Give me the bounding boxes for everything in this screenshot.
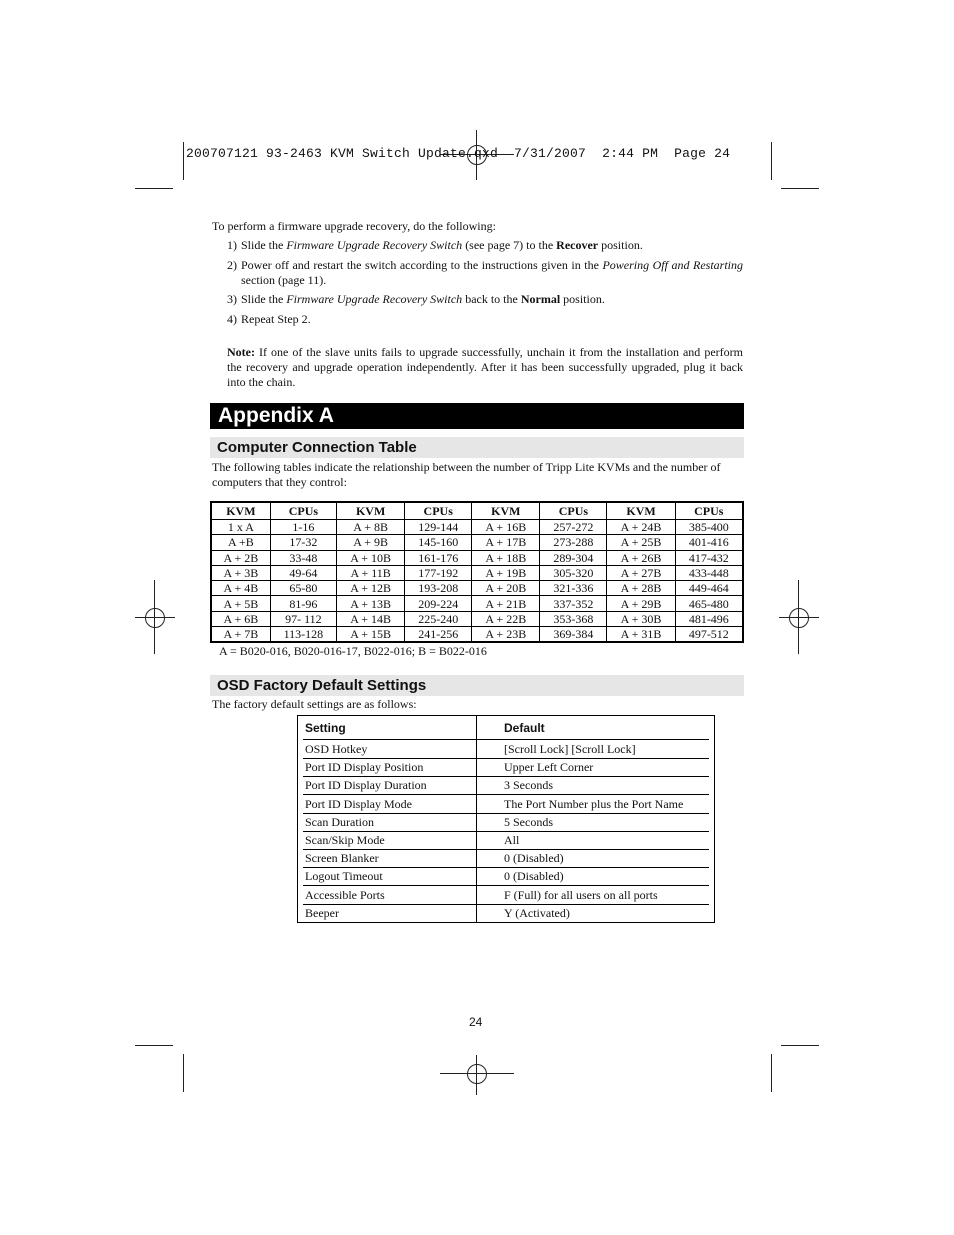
table-cell: A + 29B xyxy=(607,596,675,611)
table-cell: A + 16B xyxy=(472,520,540,535)
setting-default: 3 Seconds xyxy=(504,778,553,793)
table-row xyxy=(211,535,743,550)
steps-list xyxy=(227,238,743,332)
registration-mark-left xyxy=(135,580,175,654)
table-cell: A + 13B xyxy=(337,596,405,611)
appendix-title: Appendix A xyxy=(210,403,744,429)
osd-setting-row xyxy=(303,904,709,922)
intro-text: To perform a firmware upgrade recovery, do the following: xyxy=(212,219,496,233)
table-cell: 417-432 xyxy=(675,550,743,565)
table-cell: A + 28B xyxy=(607,581,675,596)
setting-default: The Port Number plus the Port Name xyxy=(504,796,684,811)
table-cell: 257-272 xyxy=(540,520,607,535)
crop-mark xyxy=(771,142,772,180)
table-row xyxy=(211,596,743,611)
table-cell: A + 17B xyxy=(472,535,540,550)
column-header: CPUs xyxy=(675,502,743,520)
table-cell: 81-96 xyxy=(270,596,336,611)
setting-default: 5 Seconds xyxy=(504,814,553,829)
table-cell: 401-416 xyxy=(675,535,743,550)
table-header-row xyxy=(211,502,743,520)
table-cell: A + 24B xyxy=(607,520,675,535)
table-row xyxy=(211,520,743,535)
setting-default: 0 (Disabled) xyxy=(504,869,564,884)
table-cell: 209-224 xyxy=(405,596,472,611)
table-row xyxy=(211,627,743,643)
table-cell: A + 31B xyxy=(607,627,675,643)
osd-defaults-heading: OSD Factory Default Settings xyxy=(210,675,744,696)
table-cell: 33-48 xyxy=(270,550,336,565)
table-cell: 1-16 xyxy=(270,520,336,535)
setting-name: Beeper xyxy=(305,905,339,920)
table-cell: 433-448 xyxy=(675,565,743,580)
table-cell: 465-480 xyxy=(675,596,743,611)
table-cell: 289-304 xyxy=(540,550,607,565)
table-cell: A + 5B xyxy=(211,596,270,611)
step-4: 4) Repeat Step 2. xyxy=(227,312,311,326)
step-2: 2) Power off and restart the switch according to the instructions given in the Powering Off and Restarting section (page 11). xyxy=(227,258,743,287)
crop-mark xyxy=(781,188,819,189)
setting-name: Screen Blanker xyxy=(305,851,379,866)
crop-mark xyxy=(781,1045,819,1046)
registration-mark-right xyxy=(779,580,819,654)
osd-header-row xyxy=(303,719,709,740)
setting-name: Port ID Display Position xyxy=(305,760,424,775)
step-1: 1) Slide the Firmware Upgrade Recovery Switch (see page 7) to the Recover position. xyxy=(227,238,643,252)
osd-setting-row xyxy=(303,758,709,777)
table-cell: 17-32 xyxy=(270,535,336,550)
table-cell: A + 9B xyxy=(337,535,405,550)
table-cell: A + 2B xyxy=(211,550,270,565)
table-cell: A + 27B xyxy=(607,565,675,580)
column-header: KVM xyxy=(337,502,405,520)
table-cell: 177-192 xyxy=(405,565,472,580)
table-footnote: A = B020-016, B020-016-17, B022-016; B = B022-016 xyxy=(219,644,487,658)
setting-name: OSD Hotkey xyxy=(305,742,368,756)
table-cell: A + 21B xyxy=(472,596,540,611)
setting-name: Logout Timeout xyxy=(305,869,383,884)
table-row xyxy=(211,581,743,596)
setting-name: Accessible Ports xyxy=(305,887,385,902)
setting-default: All xyxy=(504,833,520,847)
osd-setting-row xyxy=(303,886,709,905)
table-cell: A + 14B xyxy=(337,611,405,626)
table-cell: 1 x A xyxy=(211,520,270,535)
table-cell: 273-288 xyxy=(540,535,607,550)
table-cell: A + 26B xyxy=(607,550,675,565)
table-cell: 161-176 xyxy=(405,550,472,565)
step-3: 3) Slide the Firmware Upgrade Recovery Switch back to the Normal position. xyxy=(227,292,605,306)
table-cell: A + 12B xyxy=(337,581,405,596)
table-cell: A + 19B xyxy=(472,565,540,580)
table-cell: A + 20B xyxy=(472,581,540,596)
table-row xyxy=(211,611,743,626)
setting-name: Port ID Display Duration xyxy=(305,778,427,793)
crop-mark xyxy=(135,1045,173,1046)
table-row xyxy=(211,550,743,565)
table-cell: 337-352 xyxy=(540,596,607,611)
table-cell: A + 11B xyxy=(337,565,405,580)
setting-default: Y (Activated) xyxy=(504,905,570,920)
column-header: CPUs xyxy=(540,502,607,520)
table-cell: A + 4B xyxy=(211,581,270,596)
column-header: CPUs xyxy=(270,502,336,520)
setting-default: [Scroll Lock] [Scroll Lock] xyxy=(504,742,636,756)
setting-default: F (Full) for all users on all ports xyxy=(504,887,658,902)
table-cell: A + 30B xyxy=(607,611,675,626)
table-cell: A + 18B xyxy=(472,550,540,565)
table-cell: A + 7B xyxy=(211,627,270,643)
table-cell: 305-320 xyxy=(540,565,607,580)
table-cell: A + 22B xyxy=(472,611,540,626)
registration-mark-bottom xyxy=(440,1055,514,1095)
setting-name: Port ID Display Mode xyxy=(305,796,412,811)
crop-mark xyxy=(135,188,173,189)
osd-setting-row xyxy=(303,776,709,795)
connection-description: The following tables indicate the relationship between the number of Tripp Lite KVMs and the number of computers that they control: xyxy=(212,460,721,489)
table-cell: A + 25B xyxy=(607,535,675,550)
column-header: KVM xyxy=(211,502,270,520)
setting-default: 0 (Disabled) xyxy=(504,851,564,866)
osd-setting-row xyxy=(303,867,709,886)
crop-mark xyxy=(771,1054,772,1092)
table-cell: A + 8B xyxy=(337,520,405,535)
setting-name: Scan Duration xyxy=(305,814,374,829)
table-cell: 145-160 xyxy=(405,535,472,550)
column-header: CPUs xyxy=(405,502,472,520)
table-cell: A + 6B xyxy=(211,611,270,626)
print-slug: 200707121 93-2463 KVM Switch Update.qxd 7/31/2007 2:44 PM Page 24 xyxy=(186,146,731,161)
table-cell: 113-128 xyxy=(270,627,336,643)
table-cell: 369-384 xyxy=(540,627,607,643)
table-cell: 321-336 xyxy=(540,581,607,596)
table-cell: A + 10B xyxy=(337,550,405,565)
table-cell: 449-464 xyxy=(675,581,743,596)
connection-table-heading: Computer Connection Table xyxy=(210,437,744,458)
table-cell: 193-208 xyxy=(405,581,472,596)
column-header: KVM xyxy=(607,502,675,520)
table-cell: 225-240 xyxy=(405,611,472,626)
osd-description: The factory default settings are as follows: xyxy=(212,697,417,711)
note-label: Note: xyxy=(227,345,255,359)
table-cell: A + 3B xyxy=(211,565,270,580)
table-cell: 353-368 xyxy=(540,611,607,626)
osd-setting-row xyxy=(303,849,709,868)
table-cell: 241-256 xyxy=(405,627,472,643)
table-row xyxy=(211,565,743,580)
crop-mark xyxy=(183,1054,184,1092)
column-header: KVM xyxy=(472,502,540,520)
table-cell: 49-64 xyxy=(270,565,336,580)
crop-mark xyxy=(183,142,184,180)
setting-default: Upper Left Corner xyxy=(504,760,594,775)
setting-name: Scan/Skip Mode xyxy=(305,833,385,847)
table-cell: 97- 112 xyxy=(270,611,336,626)
table-cell: 385-400 xyxy=(675,520,743,535)
table-cell: 481-496 xyxy=(675,611,743,626)
table-cell: 497-512 xyxy=(675,627,743,643)
osd-defaults-table xyxy=(297,715,715,923)
table-cell: A +B xyxy=(211,535,270,550)
page-number: 24 xyxy=(469,1015,483,1029)
setting-header: Setting xyxy=(305,721,346,735)
table-cell: 129-144 xyxy=(405,520,472,535)
table-cell: 65-80 xyxy=(270,581,336,596)
table-cell: A + 23B xyxy=(472,627,540,643)
default-header: Default xyxy=(504,721,545,735)
connection-table xyxy=(210,501,744,643)
osd-setting-row xyxy=(303,740,709,759)
note-paragraph: Note: If one of the slave units fails to upgrade successfully, unchain it from the installation and perform the recovery and upgrade operation independently. After it has been successfully upgraded, plug it back into the chain. xyxy=(227,345,743,389)
osd-setting-row xyxy=(303,813,709,832)
table-cell: A + 15B xyxy=(337,627,405,643)
osd-setting-row xyxy=(303,831,709,850)
osd-setting-row xyxy=(303,795,709,814)
